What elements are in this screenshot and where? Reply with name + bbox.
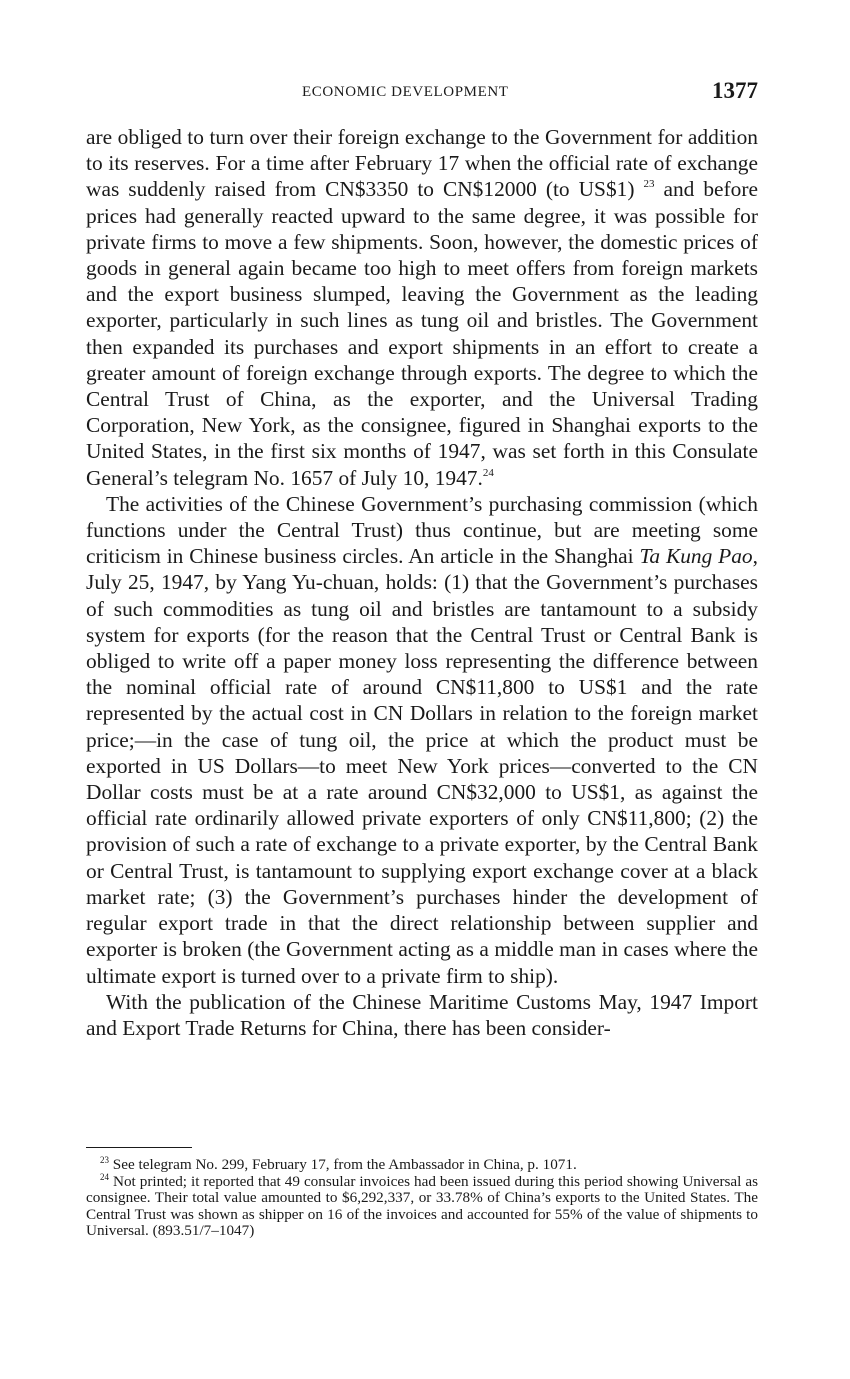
body-text [86, 124, 758, 1041]
footnote-divider [86, 1147, 192, 1148]
footnote-24 [86, 1171, 759, 1240]
paragraph-1-text-cont: and before prices had generally reacted upward to the same degree, it was possible for private firms to move a few shipments. Soon, however, the domestic prices of goods in general again became too high to meet offers from foreign markets and the export business slumped, leaving the Government as the leading exporter, particularly in such lines as tung oil and bristles. The Government then expanded its purchases and export shipments in an effort to create a greater amount of foreign exchange through exports. The degree to which the Central Trust of China, as the exporter, and the Universal Trading Corporation, New York, as the consignee, figured in Shanghai exports to the United States, in the first six months of 1947, was set forth in this Consulate General’s telegram No. 1657 of July 10, 1947. [86, 177, 758, 490]
footnote-ref-24: 24 [482, 466, 494, 479]
newspaper-title: Ta Kung Pao [639, 544, 753, 569]
paragraph-3 [86, 989, 758, 1041]
footnote-number: 24 [100, 1171, 109, 1182]
footnote-number: 23 [100, 1155, 109, 1165]
page-header [86, 80, 758, 106]
paragraph-2-text: The activities of the Chinese Government’s purchasing commission (which functions under the Central Trust) thus continue, but are meeting some criticism in Chinese business circles. An article in the Shanghai [86, 491, 758, 569]
footnote-23 [86, 1157, 758, 1174]
paragraph-1 [86, 124, 758, 491]
paragraph-3-text: With the publication of the Chinese Maritime Customs May, 1947 Import and Export Trade Returns for China, there has been consider- [86, 989, 758, 1040]
footnotes [86, 1157, 758, 1240]
running-head: ECONOMIC DEVELOPMENT [302, 84, 509, 100]
paragraph-1-text: are obliged to turn over their foreign exchange to the Government for addition to its reserves. For a time after February 17 when the official rate of exchange was suddenly raised from CN$3350 to CN$12000 (to US$1) [86, 125, 758, 202]
footnote-text: Not printed; it reported that 49 consular invoices had been issued during this period showing Universal as consignee. Their total value amounted to $6,292,337, or 33.78% of China’s exports to the United States. The Central Trust was shown as shipper on 16 of the invoices and accounted for 55% of the value of shipments to Universal. (893.51/7–1047) [86, 1172, 759, 1240]
paragraph-2-text-cont: , July 25, 1947, by Yang Yu-chuan, holds: (1) that the Government’s purchases of such commodities as tung oil and bristles are tantamount to a subsidy system for exports (for the reason that the Central Trust or Central Bank is obliged to write off a paper money loss representing the difference between the nominal official rate of around CN$11,800 to US$1 and the rate represented by the actual cost in CN Dollars in relation to the foreign market price;—in the case of tung oil, the price at which the product must be exported in US Dollars—to meet New York prices—converted to the CN Dollar costs must be at a rate around CN$32,000 to US$1, as against the official rate ordinarily allowed private exporters of only CN$11,800; (2) the provision of such a rate of exchange to a private exporter, by the Central Bank or Central Trust, is tantamount to supplying export exchange cover at a black market rate; (3) the Government’s purchases hinder the development of regular export trade in that the direct relationship between supplier and exporter is broken (the Government acting as a middle man in cases where the ultimate export is turned over to a private firm to ship). [86, 544, 758, 988]
paragraph-2 [86, 491, 758, 989]
page-number: 1377 [712, 78, 758, 103]
footnote-ref-23: 23 [643, 178, 655, 191]
footnote-text: See telegram No. 299, February 17, from the Ambassador in China, p. 1071. [112, 1156, 577, 1173]
